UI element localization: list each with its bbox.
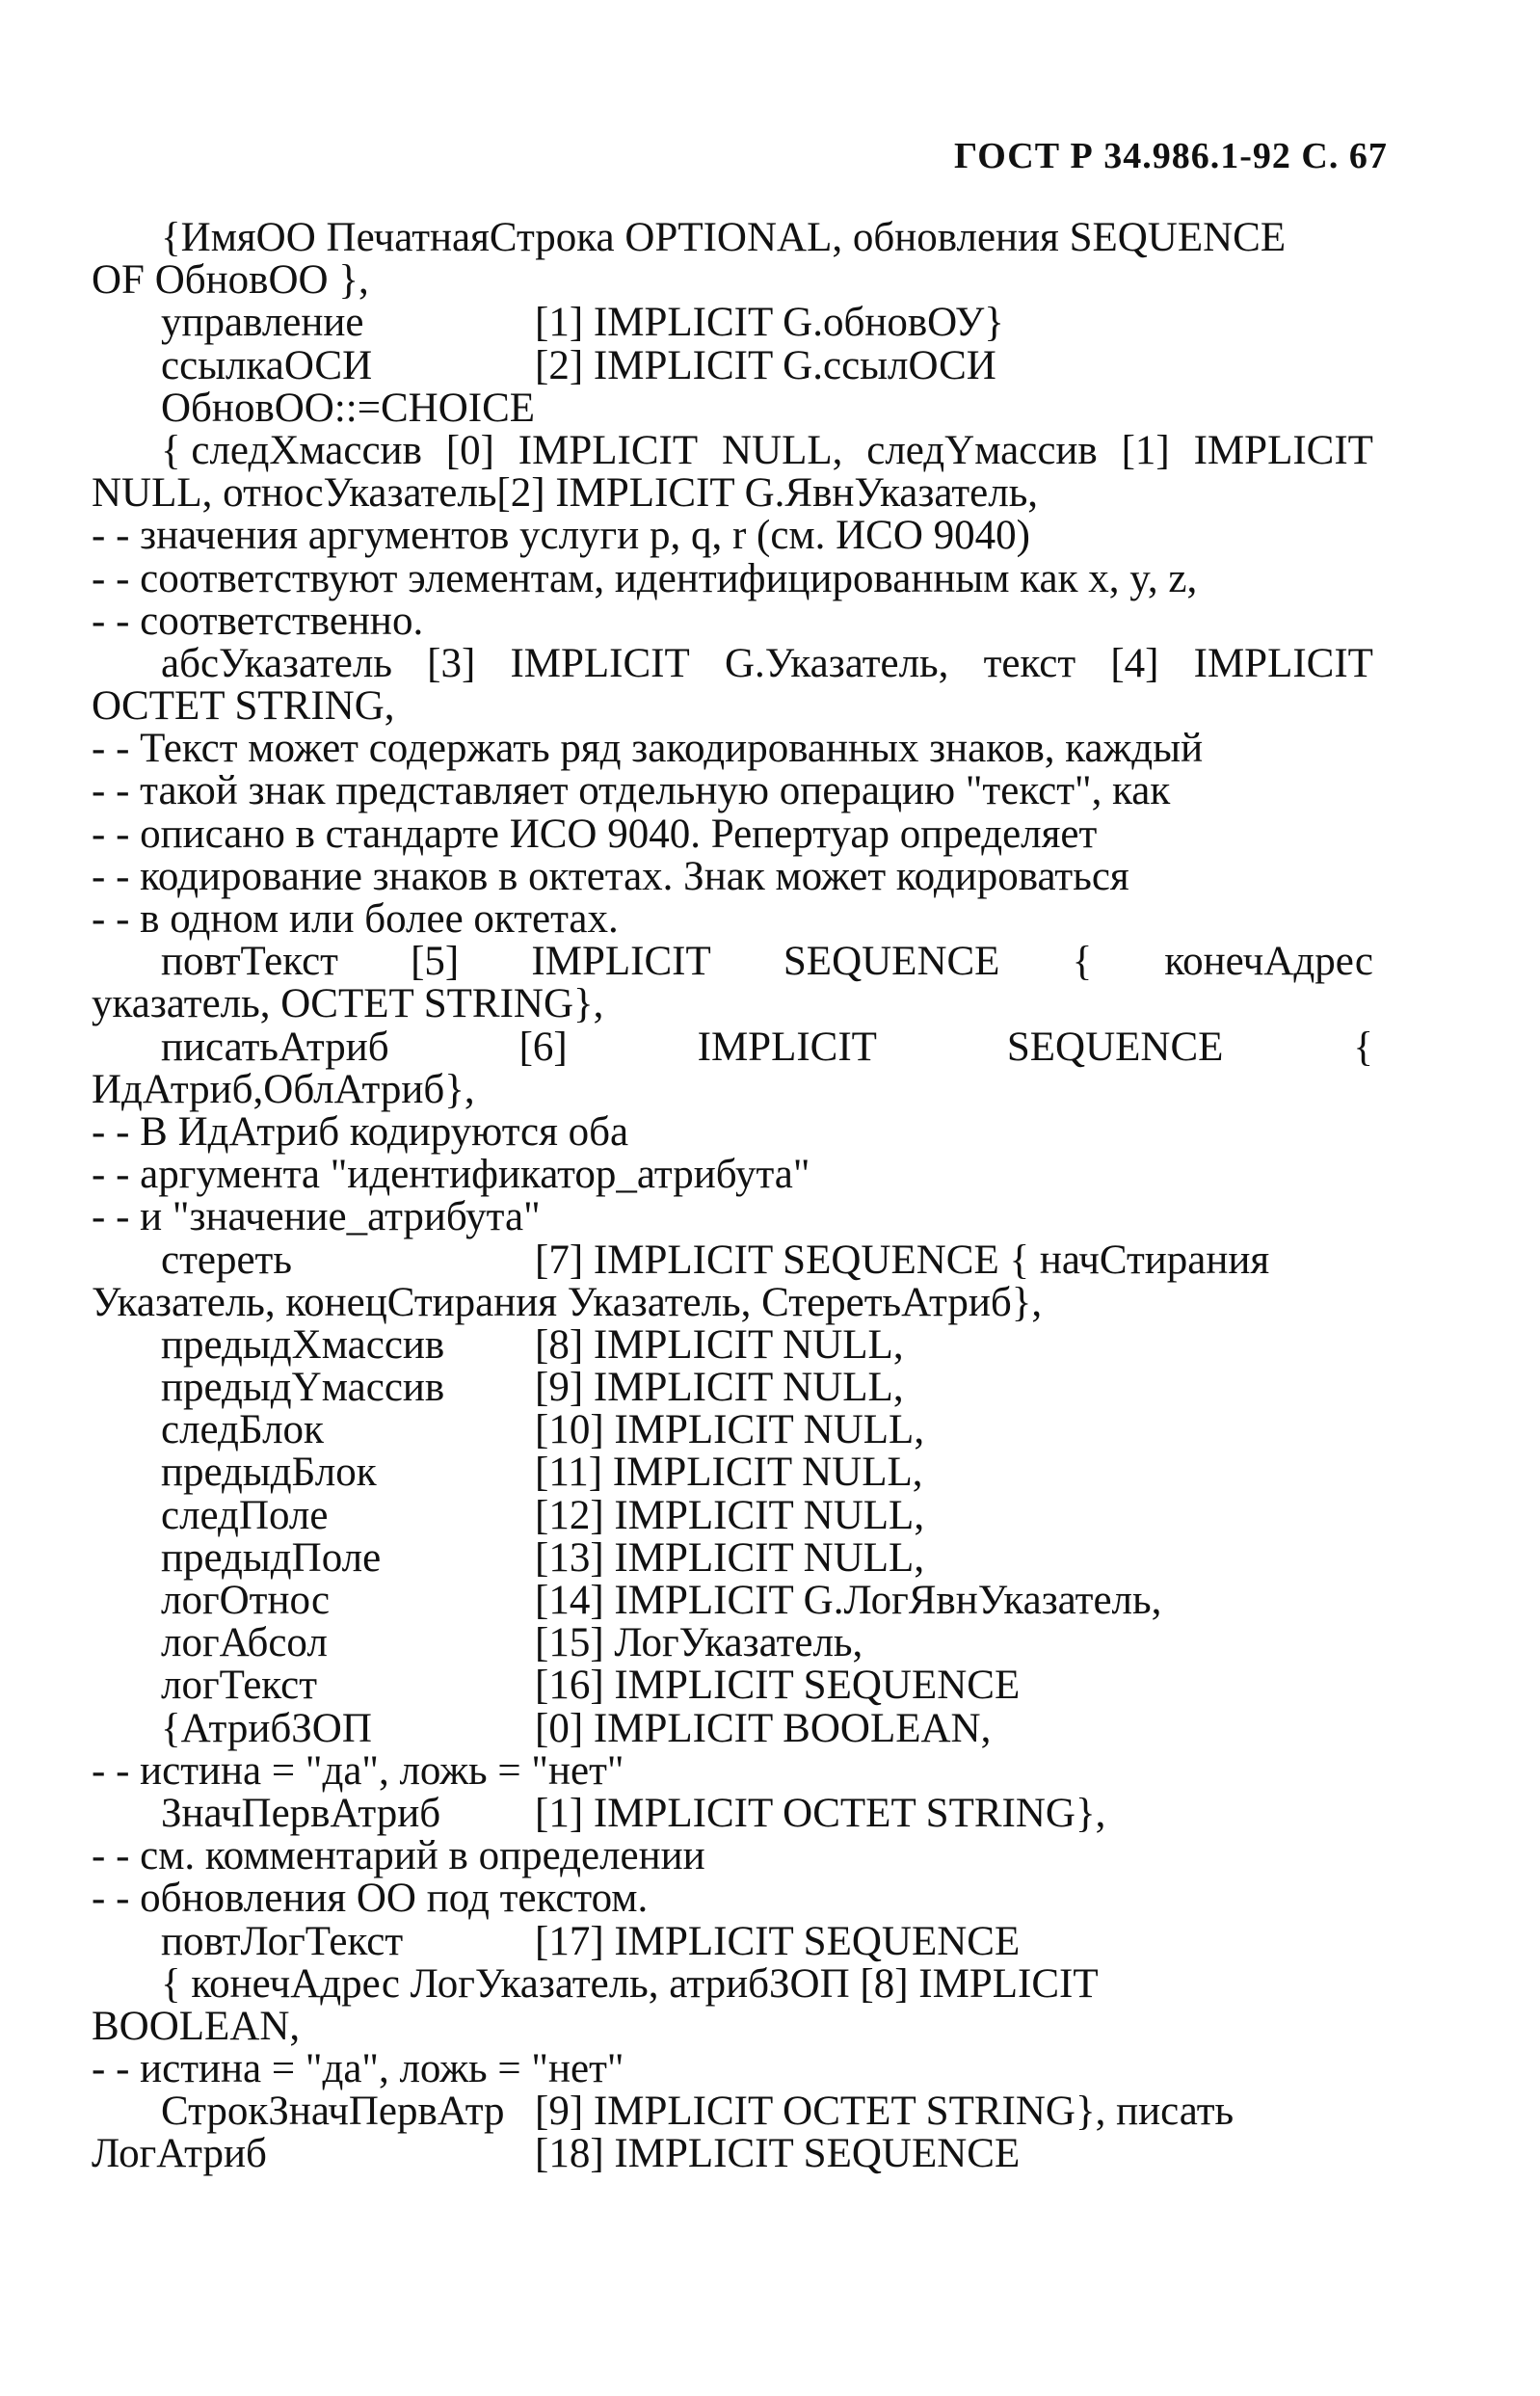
text-line bbox=[92, 1409, 1373, 1451]
text-line: - - значения аргументов услуги р, q, r (см. ИСО 9040) bbox=[92, 513, 1030, 559]
text-line bbox=[92, 342, 1373, 388]
text-line: - - В ИдАтриб кодируются оба bbox=[92, 1108, 629, 1155]
field-definition: [15] ЛогУказатель, bbox=[535, 1620, 863, 1666]
field-definition: [12] IMPLICIT NULL, bbox=[535, 1492, 925, 1538]
text-line: ОбновОО::=CHOICE bbox=[161, 385, 536, 431]
text-line bbox=[92, 1026, 1373, 1069]
field-definition: [8] IMPLICIT NULL, bbox=[535, 1321, 904, 1368]
line-word: [5] bbox=[411, 939, 460, 985]
line-word: [6] bbox=[518, 1024, 568, 1070]
field-definition: [10] IMPLICIT NULL, bbox=[535, 1407, 925, 1453]
field-name: стереть bbox=[161, 1237, 292, 1283]
line-word: писатьАтриб bbox=[161, 1024, 389, 1070]
text-line bbox=[92, 1321, 1373, 1368]
text-line bbox=[92, 2090, 1373, 2133]
text-line bbox=[92, 640, 1373, 686]
text-line: NULL, относУказатель[2] IMPLICIT G.ЯвнУказатель, bbox=[92, 470, 1039, 517]
text-line: - - кодирование знаков в октетах. Знак может кодироваться bbox=[92, 853, 1129, 899]
field-name: управление bbox=[161, 300, 364, 346]
field-definition: [9] IMPLICIT NULL, bbox=[535, 1365, 904, 1411]
field-definition: [7] IMPLICIT SEQUENCE { начСтирания bbox=[535, 1237, 1270, 1283]
field-definition: [17] IMPLICIT SEQUENCE bbox=[535, 1918, 1021, 1964]
text-line bbox=[92, 302, 1373, 344]
field-name: ЗначПервАтриб bbox=[161, 1790, 441, 1836]
text-line bbox=[92, 1239, 1373, 1282]
field-definition: [0] IMPLICIT BOOLEAN, bbox=[535, 1705, 992, 1751]
text-line bbox=[92, 1705, 1373, 1751]
field-name: логОтнос bbox=[161, 1578, 331, 1623]
field-definition: [1] IMPLICIT G.обновОУ} bbox=[535, 300, 1004, 346]
text-line: - - Текст может содержать ряд закодированных знаков, каждый bbox=[92, 726, 1204, 772]
line-word: IMPLICIT bbox=[518, 427, 699, 473]
line-word: [0] bbox=[445, 427, 494, 473]
line-word: конечАдрес bbox=[1164, 939, 1373, 985]
text-line: {ИмяОО ПечатнаяСтрока OPTIONAL, обновления SEQUENCE bbox=[161, 215, 1287, 260]
text-line: - - соответствуют элементам, идентифицированным как x, y, z, bbox=[92, 555, 1198, 601]
line-word: [3] bbox=[427, 640, 476, 686]
line-word: текст bbox=[983, 640, 1076, 686]
text-line: - - в одном или более октетах. bbox=[92, 896, 619, 942]
text-line bbox=[92, 2133, 1373, 2175]
text-line: - - обновления ОО под текстом. bbox=[92, 1876, 649, 1922]
line-word: следYмассив bbox=[866, 427, 1098, 473]
line-word: IMPLICIT bbox=[510, 640, 690, 686]
field-name: предыдПоле bbox=[161, 1534, 382, 1581]
text-line: - - такой знак представляет отдельную операцию "текст", как bbox=[92, 768, 1171, 814]
line-word: G.Указатель, bbox=[724, 640, 949, 686]
text-line: - - см. комментарий в определении bbox=[92, 1833, 705, 1879]
field-definition: [18] IMPLICIT SEQUENCE bbox=[535, 2131, 1021, 2177]
text-line: Указатель, конецСтирания Указатель, СтеретьАтриб}, bbox=[92, 1279, 1043, 1325]
field-name: следБлок bbox=[161, 1407, 324, 1453]
field-definition: [9] IMPLICIT OCTET STRING}, писать bbox=[535, 2089, 1235, 2135]
text-line bbox=[92, 1664, 1373, 1707]
field-name: повтЛогТекст bbox=[161, 1918, 404, 1964]
text-line bbox=[92, 941, 1373, 983]
field-definition: [1] IMPLICIT OCTET STRING}, bbox=[535, 1790, 1106, 1836]
field-definition: [2] IMPLICIT G.ссылОСИ bbox=[535, 342, 996, 388]
line-word: IMPLICIT bbox=[1193, 640, 1373, 686]
field-definition: [14] IMPLICIT G.ЛогЯвнУказатель, bbox=[535, 1578, 1162, 1623]
field-name: следПоле bbox=[161, 1492, 329, 1538]
field-name: логАбсол bbox=[161, 1620, 328, 1666]
text-line: OCTET STRING, bbox=[92, 683, 395, 730]
text-line: { конечАдрес ЛогУказатель, атрибЗОП [8] IMPLICIT bbox=[161, 1960, 1099, 2007]
text-line: - - и "значение_атрибута" bbox=[92, 1194, 541, 1240]
text-line bbox=[92, 1367, 1373, 1409]
page-header: ГОСТ Р 34.986.1-92 С. 67 bbox=[954, 136, 1388, 176]
line-word: повтТекст bbox=[161, 939, 338, 985]
field-name: ссылкаОСИ bbox=[161, 342, 373, 388]
field-name: предыдБлок bbox=[161, 1450, 377, 1496]
field-name: {АтрибЗОП bbox=[161, 1705, 372, 1751]
text-line bbox=[92, 1451, 1373, 1494]
line-word: абсУказатель bbox=[161, 640, 392, 686]
line-word: { bbox=[1353, 1024, 1373, 1070]
text-line bbox=[92, 1534, 1373, 1581]
line-word: [4] bbox=[1110, 640, 1159, 686]
text-line: указатель, OCTET STRING}, bbox=[92, 981, 604, 1027]
text-line: - - описано в стандарте ИСО 9040. Репертуар определяет bbox=[92, 811, 1098, 857]
field-name: предыдXмассив bbox=[161, 1321, 445, 1368]
field-name: предыдYмассив bbox=[161, 1365, 445, 1411]
field-definition: [13] IMPLICIT NULL, bbox=[535, 1534, 925, 1581]
text-line: - - соответственно. bbox=[92, 598, 424, 644]
field-name: логТекст bbox=[161, 1663, 318, 1709]
line-word: SEQUENCE bbox=[1006, 1024, 1224, 1070]
text-line bbox=[92, 1918, 1373, 1964]
text-line bbox=[92, 1580, 1373, 1622]
field-name: СтрокЗначПервАтр bbox=[161, 2089, 505, 2135]
document-body bbox=[92, 217, 1373, 2176]
text-line: - - истина = "да", ложь = "нет" bbox=[92, 2046, 624, 2092]
text-line: - - истина = "да", ложь = "нет" bbox=[92, 1747, 624, 1794]
text-line bbox=[92, 427, 1373, 473]
text-line bbox=[92, 1622, 1373, 1664]
field-definition: [16] IMPLICIT SEQUENCE bbox=[535, 1663, 1021, 1709]
text-line bbox=[92, 1492, 1373, 1538]
text-line bbox=[92, 1790, 1373, 1836]
field-name: ЛогАтриб bbox=[92, 2131, 267, 2177]
line-word: IMPLICIT bbox=[531, 939, 711, 985]
line-word: [1] bbox=[1121, 427, 1170, 473]
line-word: IMPLICIT bbox=[697, 1024, 877, 1070]
text-line: OF ОбновОО }, bbox=[92, 257, 369, 304]
field-definition: [11] IMPLICIT NULL, bbox=[535, 1450, 923, 1496]
line-word: { следXмассив bbox=[161, 427, 422, 473]
text-line: BOOLEAN, bbox=[92, 2003, 301, 2049]
line-word: SEQUENCE bbox=[783, 939, 1000, 985]
line-word: IMPLICIT bbox=[1193, 427, 1373, 473]
text-line: - - аргумента "идентификатор_атрибута" bbox=[92, 1152, 810, 1198]
line-word: NULL, bbox=[721, 427, 843, 473]
text-line: ИдАтриб,ОблАтриб}, bbox=[92, 1066, 475, 1112]
line-word: { bbox=[1072, 939, 1093, 985]
